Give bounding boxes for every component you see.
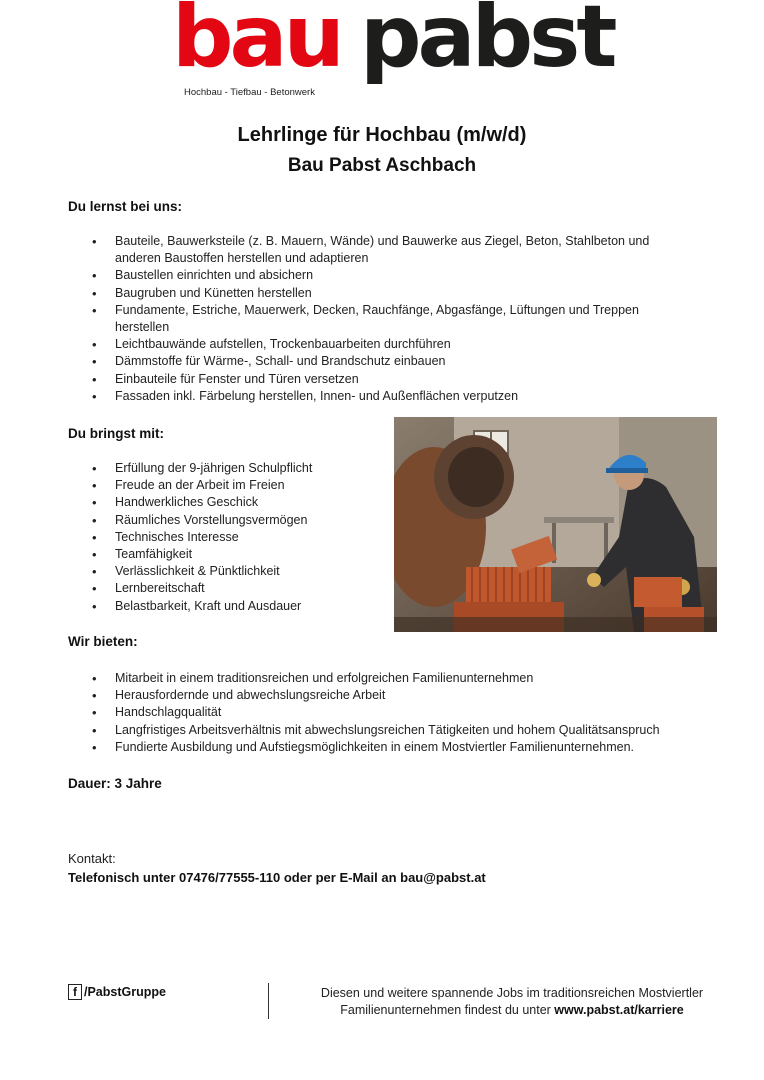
learn-heading: Du lernst bei uns: bbox=[68, 199, 183, 214]
contact-details: Telefonisch unter 07476/77555-110 oder per E-Mail an bau@pabst.at bbox=[68, 870, 486, 885]
page-title: Lehrlinge für Hochbau (m/w/d) bbox=[237, 124, 527, 146]
list-item: • Baugruben und Künetten herstellen bbox=[92, 285, 672, 302]
photo-illustration bbox=[394, 417, 717, 632]
list-item: • Erfüllung der 9-jährigen Schulpflicht bbox=[92, 460, 382, 477]
list-item: • Langfristiges Arbeitsverhältnis mit abwechslungsreichen Tätigkeiten und hohem Qualitätsanspruch bbox=[92, 722, 732, 739]
list-item: • Verlässlichkeit & Pünktlichkeit bbox=[92, 563, 382, 580]
footer-divider bbox=[268, 983, 269, 1019]
list-item: • Bauteile, Bauwerksteile (z. B. Mauern, Wände) und Bauwerke aus Ziegel, Beton, Stahlbeton und anderen Baustoffen herstellen und adaptieren bbox=[92, 233, 672, 267]
bring-heading: Du bringst mit: bbox=[68, 426, 164, 441]
list-item: • Teamfähigkeit bbox=[92, 546, 382, 563]
logo-word-pabst: pabst bbox=[360, 0, 614, 87]
career-link[interactable]: www.pabst.at/karriere bbox=[554, 1003, 684, 1017]
construction-worker-photo bbox=[394, 417, 717, 632]
list-item: • Leichtbauwände aufstellen, Trockenbauarbeiten durchführen bbox=[92, 336, 672, 353]
facebook-handle: /PabstGruppe bbox=[84, 985, 166, 999]
list-item: • Handwerkliches Geschick bbox=[92, 494, 382, 511]
bring-list bbox=[92, 460, 382, 615]
facebook-link[interactable] bbox=[68, 984, 166, 1000]
duration-text: Dauer: 3 Jahre bbox=[68, 776, 162, 791]
list-item: • Freude an der Arbeit im Freien bbox=[92, 477, 382, 494]
list-item: • Handschlagqualität bbox=[92, 704, 732, 721]
footer-line-2-text: Familienunternehmen findest du unter bbox=[340, 1003, 555, 1017]
contact-label: Kontakt: bbox=[68, 851, 116, 866]
list-item: • Fassaden inkl. Färbelung herstellen, Innen- und Außenflächen verputzen bbox=[92, 388, 672, 405]
company-logo bbox=[172, 0, 614, 106]
page-subtitle: Bau Pabst Aschbach bbox=[287, 155, 477, 176]
list-item: • Dämmstoffe für Wärme-, Schall- und Brandschutz einbauen bbox=[92, 353, 672, 370]
footer-line-2 bbox=[290, 1002, 734, 1019]
list-item: • Belastbarkeit, Kraft und Ausdauer bbox=[92, 598, 382, 615]
footer-line-1: Diesen und weitere spannende Jobs im traditionsreichen Mostviertler bbox=[320, 986, 704, 1000]
facebook-icon: f bbox=[68, 984, 82, 1000]
logo-tagline: Hochbau - Tiefbau - Betonwerk bbox=[184, 87, 315, 98]
footer-text bbox=[290, 985, 734, 1019]
list-item: • Fundamente, Estriche, Mauerwerk, Decken, Rauchfänge, Abgasfänge, Lüftungen und Treppen herstellen bbox=[92, 302, 672, 336]
list-item: • Einbauteile für Fenster und Türen versetzen bbox=[92, 371, 672, 388]
list-item: • Lernbereitschaft bbox=[92, 580, 382, 597]
logo-word-bau: bau bbox=[172, 0, 341, 87]
offer-list bbox=[92, 670, 732, 756]
list-item: • Mitarbeit in einem traditionsreichen und erfolgreichen Familienunternehmen bbox=[92, 670, 732, 687]
offer-heading: Wir bieten: bbox=[68, 634, 138, 649]
list-item: • Herausfordernde und abwechslungsreiche Arbeit bbox=[92, 687, 732, 704]
list-item: • Fundierte Ausbildung und Aufstiegsmöglichkeiten in einem Mostviertler Familienunternehmen. bbox=[92, 739, 732, 756]
learn-list bbox=[92, 233, 672, 405]
list-item: • Räumliches Vorstellungsvermögen bbox=[92, 512, 382, 529]
list-item: • Technisches Interesse bbox=[92, 529, 382, 546]
list-item: • Baustellen einrichten und absichern bbox=[92, 267, 672, 284]
